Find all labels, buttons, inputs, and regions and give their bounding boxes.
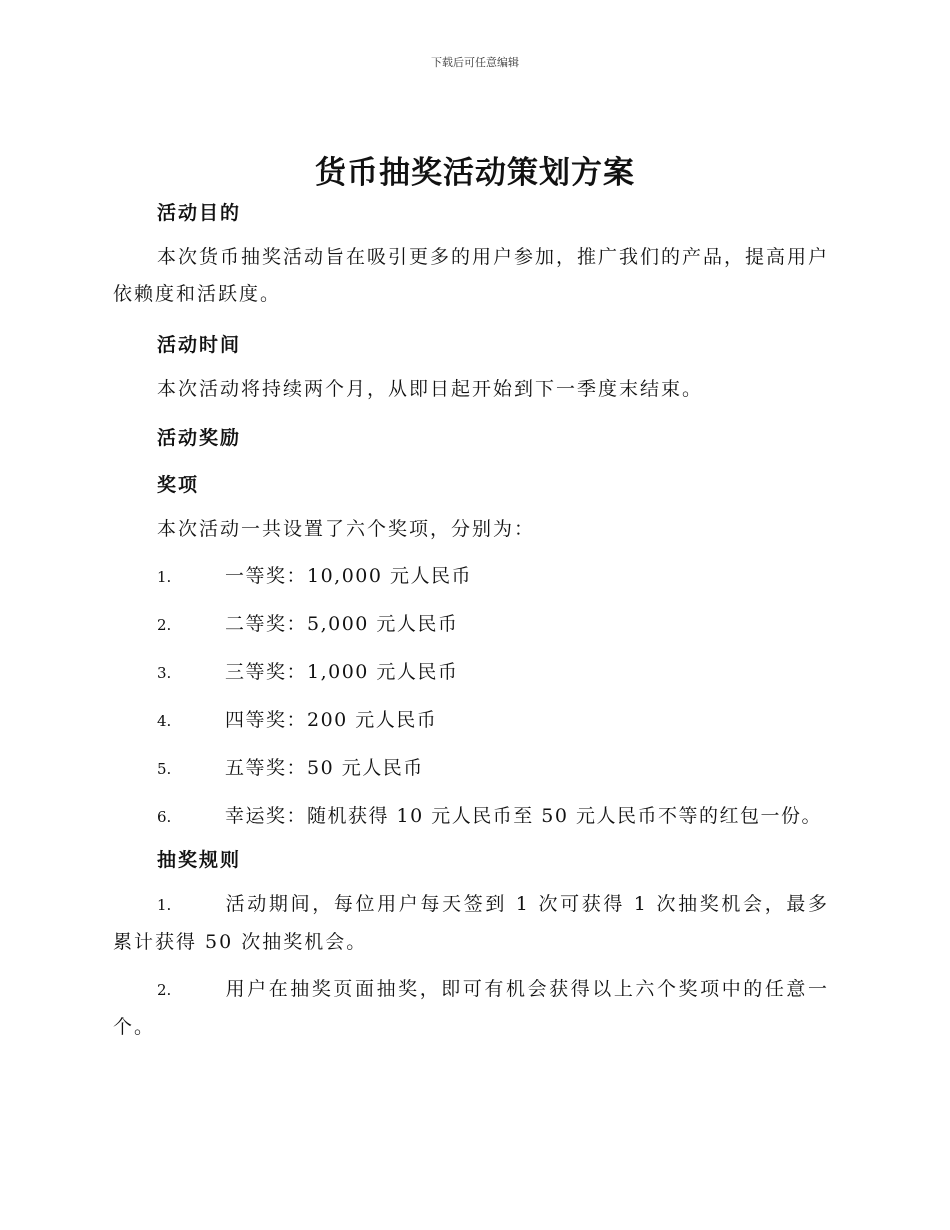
list-item — [113, 654, 829, 692]
list-item-text: 五等奖：50 元人民币 — [225, 757, 424, 779]
section-heading-rewards: 活动奖励 — [157, 427, 242, 449]
document-title: 货币抽奖活动策划方案 — [315, 155, 635, 191]
list-item-text: 幸运奖：随机获得 10 元人民币至 50 元人民币不等的红包一份。 — [225, 805, 823, 827]
section-time-body — [113, 371, 829, 408]
time-paragraph: 本次活动将持续两个月，从即日起开始到下一季度末结束。 — [157, 378, 704, 400]
list-item-number: 2. — [157, 981, 172, 999]
list-item-number: 2. — [157, 616, 172, 634]
prize-list — [113, 558, 829, 836]
list-item-text: 活动期间，每位用户每天签到 1 次可获得 1 次抽奖机会，最多累计获得 50 次抽奖机会。 — [113, 893, 829, 953]
list-item — [113, 886, 829, 961]
header-note: 下载后可任意编辑 — [431, 56, 519, 69]
list-item-number: 4. — [157, 712, 172, 730]
list-item — [113, 606, 829, 644]
section-prizes-intro — [113, 511, 829, 548]
purpose-paragraph: 本次货币抽奖活动旨在吸引更多的用户参加，推广我们的产品，提高用户依赖度和活跃度。 — [113, 246, 830, 305]
list-item-text: 用户在抽奖页面抽奖，即可有机会获得以上六个奖项中的任意一个。 — [113, 978, 829, 1038]
section-heading-rules: 抽奖规则 — [157, 849, 242, 871]
section-heading-purpose: 活动目的 — [157, 202, 242, 224]
list-item-number: 1. — [157, 568, 172, 586]
section-heading-prizes: 奖项 — [157, 474, 200, 496]
list-item-text: 三等奖：1,000 元人民币 — [225, 661, 459, 683]
section-prizes — [113, 470, 829, 497]
section-time — [113, 330, 829, 357]
list-item-number: 5. — [157, 760, 172, 778]
list-item-number: 3. — [157, 664, 172, 682]
list-item — [113, 750, 829, 788]
list-item-number: 6. — [157, 808, 172, 826]
list-item-text: 二等奖：5,000 元人民币 — [225, 613, 459, 635]
prizes-intro: 本次活动一共设置了六个奖项，分别为： — [157, 518, 536, 540]
list-item-text: 一等奖：10,000 元人民币 — [225, 565, 473, 587]
list-item-text: 四等奖：200 元人民币 — [225, 709, 438, 731]
list-item — [113, 702, 829, 740]
section-purpose-body — [113, 239, 829, 313]
section-heading-time: 活动时间 — [157, 334, 242, 356]
section-rewards — [113, 423, 829, 450]
list-item-number: 1. — [157, 896, 172, 914]
section-rules — [113, 845, 829, 872]
list-item — [113, 558, 829, 596]
list-item — [113, 798, 829, 836]
rules-list — [113, 886, 829, 1046]
list-item — [113, 971, 829, 1046]
section-purpose — [113, 198, 829, 225]
